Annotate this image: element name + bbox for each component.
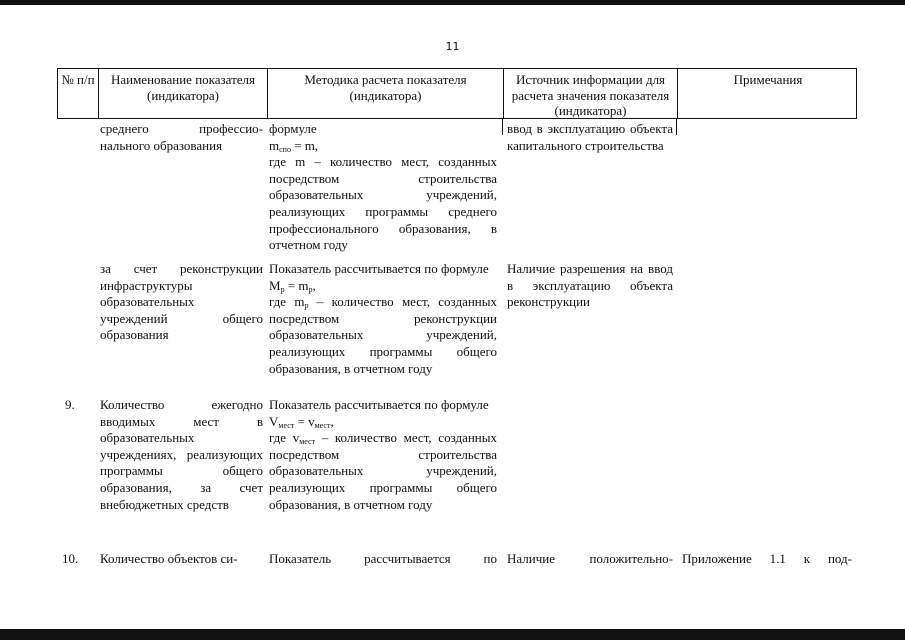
source-cell: Наличие положительно-	[507, 551, 673, 566]
formula: $M_р = m_р$,	[269, 277, 316, 294]
header-calculation-method: Методика расчета показателя (индикатора)	[267, 69, 503, 118]
row-number: 9.	[65, 397, 75, 412]
indicator-name-cell: среднего профессио-нального образования	[100, 121, 263, 153]
method-description: где m – количество мест, созданных посредством строительства образовательных учреждений, реализующих программы среднего профессионального образования, в отчетном году	[269, 154, 497, 253]
indicator-name-cell: за счет реконструкции инфраструктуры образовательных учреждений общего образования	[100, 261, 263, 343]
bottom-scan-border	[0, 629, 905, 640]
table-header-row	[57, 68, 857, 119]
formula: $V_{мест} = v_{мест}$,	[269, 413, 334, 430]
method-cell	[269, 121, 497, 254]
method-cell	[269, 397, 497, 513]
method-line: формуле	[269, 121, 317, 136]
indicator-name-cell: Количество объектов си-	[100, 551, 238, 566]
method-cell: Показатель рассчитывается по	[269, 551, 497, 566]
header-number: № п/п	[61, 72, 95, 87]
page-number: 11	[445, 40, 460, 53]
header-information-source: Источник информации для расчета значения показателя (индикатора)	[503, 69, 677, 118]
method-cell	[269, 261, 497, 377]
header-indicator-name: Наименование показателя (индикатора)	[98, 69, 267, 118]
header-notes: Примечания	[677, 69, 858, 118]
formula: $m_{спо} = m$,	[269, 137, 319, 154]
method-line: Показатель рассчитывается по формуле	[269, 397, 489, 412]
method-line: Показатель рассчитывается по формуле	[269, 261, 489, 276]
source-cell: Наличие разрешения на ввод в эксплуатацию объекта реконструкции	[507, 261, 673, 310]
source-cell: ввод в эксплуатацию объекта капитального строительства	[507, 121, 673, 153]
table-body	[57, 119, 857, 619]
indicator-table	[57, 68, 857, 619]
method-description: где $m_р$ – количество мест, созданных посредством реконструкции образовательных учреждений, реализующих программы общего образования, в отчетном году	[269, 294, 497, 376]
row-number: 10.	[62, 551, 79, 566]
method-description: где $v_{мест}$ – количество мест, созданных посредством строительства образовательных учреждений, реализующих программы общего образования, в отчетном году	[269, 430, 498, 512]
notes-cell: Приложение 1.1 к под-	[682, 551, 852, 566]
indicator-name-cell: Количество ежегодно вводимых мест в образовательных учреждениях, реализующих программы общего образования, за счет внебюджетных средств	[100, 397, 263, 512]
top-scan-border	[0, 0, 905, 5]
